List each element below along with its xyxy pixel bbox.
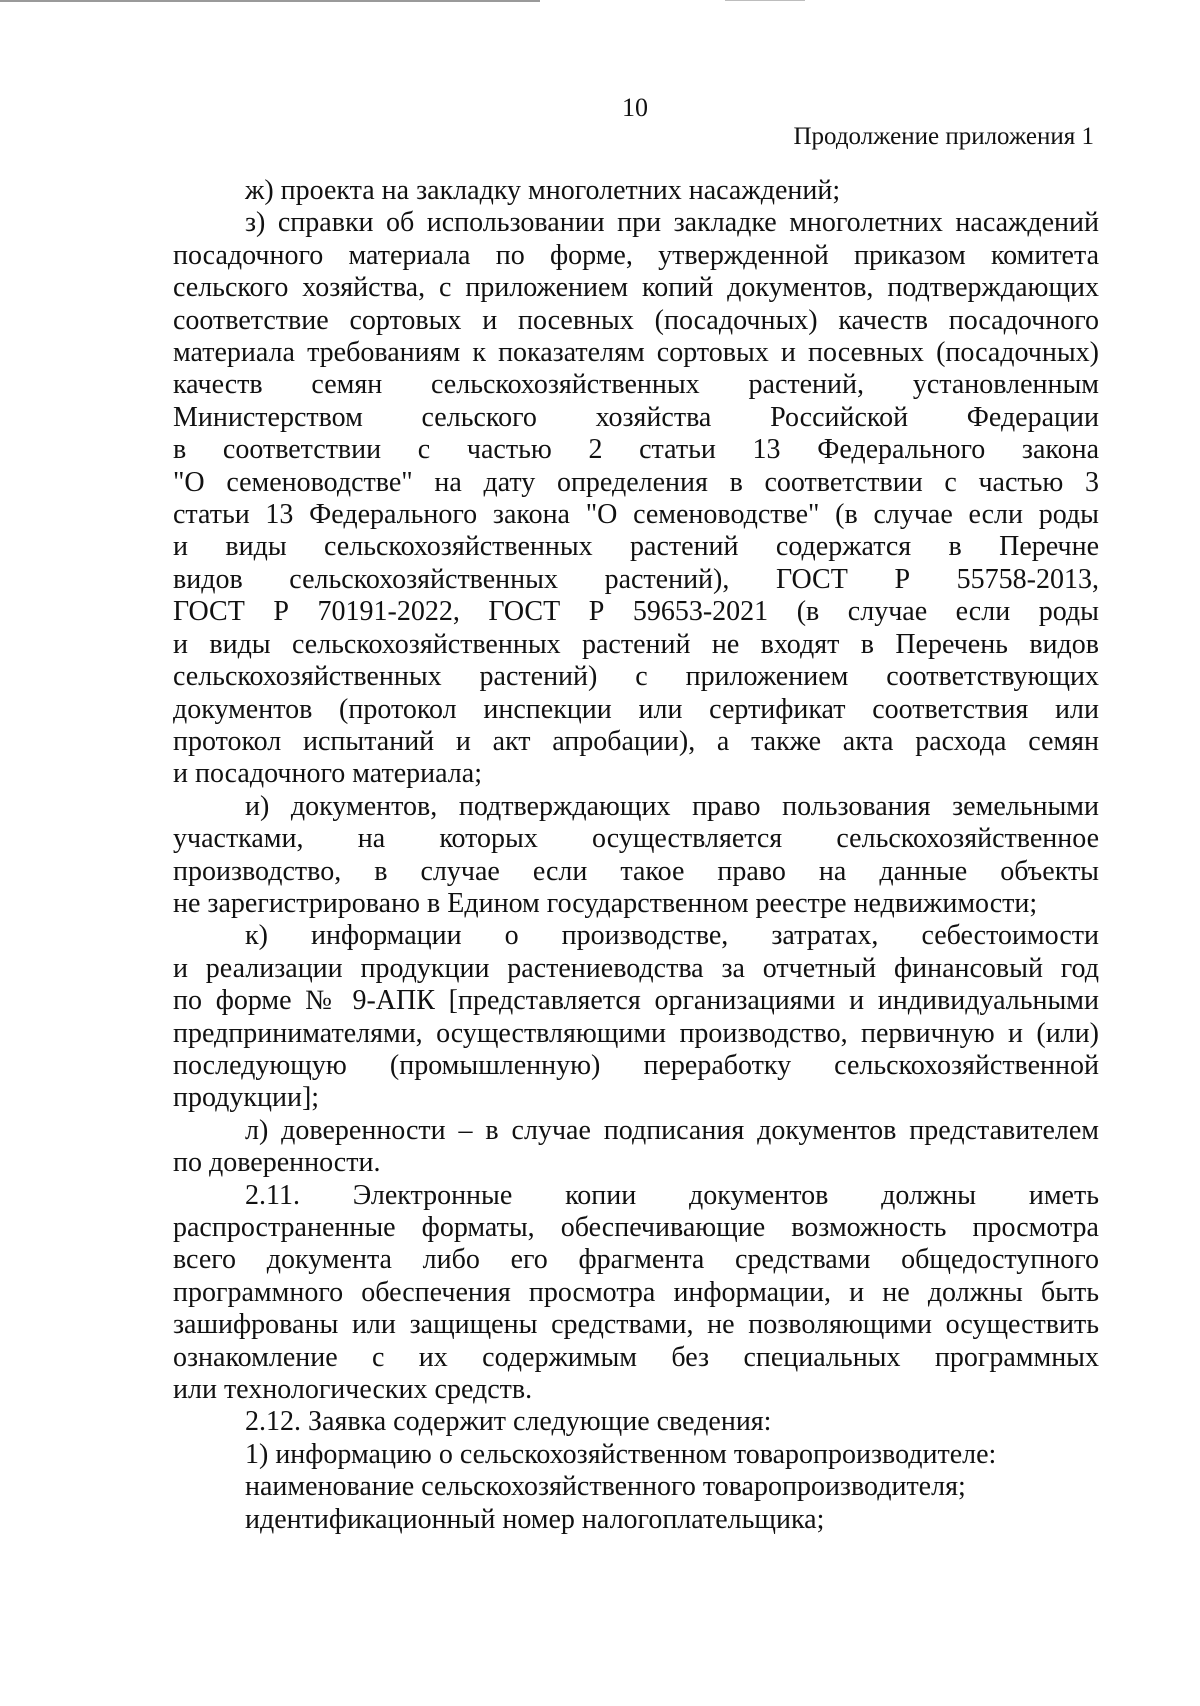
text-line: или технологических средств. [173, 1374, 533, 1406]
document-body [173, 175, 1099, 1536]
text-line: протокол испытаний и акт апробации), а также акта расхода семян [173, 725, 1099, 757]
text-line: з) справки об использовании при закладке многолетних насаждений [245, 207, 1099, 239]
text-line: производство, в случае если такое право на данные объекты [173, 855, 1099, 887]
text-line: 2.12. Заявка содержит следующие сведения: [245, 1406, 772, 1438]
scan-edge-line [0, 0, 540, 2]
text-line: 2.11. Электронные копии документов должны иметь [245, 1179, 1099, 1211]
text-line: статьи 13 Федерального закона "О семеноводстве" (в случае если роды [173, 499, 1099, 531]
text-line: программного обеспечения просмотра информации, и не должны быть [173, 1276, 1099, 1308]
text-line: по форме № 9-АПК [представляется организациями и индивидуальными [173, 985, 1099, 1017]
text-line: последующую (промышленную) переработку сельскохозяйственной [173, 1049, 1099, 1081]
text-line: и) документов, подтверждающих право пользования земельными [245, 790, 1099, 822]
text-line: сельскохозяйственных растений) с приложением соответствующих [173, 661, 1099, 693]
text-line: распространенные форматы, обеспечивающие возможность просмотра [173, 1212, 1099, 1243]
text-line: по доверенности. [173, 1147, 381, 1179]
text-line: соответствие сортовых и посевных (посадочных) качеств посадочного [173, 304, 1099, 336]
text-line: ознакомление с их содержимым без специальных программных [173, 1341, 1099, 1373]
text-line: материала требованиям к показателям сортовых и посевных (посадочных) [173, 337, 1099, 369]
text-line: и виды сельскохозяйственных растений не входят в Перечень видов [173, 628, 1099, 660]
text-line: ГОСТ Р 70191-2022, ГОСТ Р 59653-2021 (в случае если роды [173, 596, 1099, 628]
text-line: документов (протокол инспекции или сертификат соответствия или [173, 693, 1099, 725]
page-number: 10 [622, 93, 648, 122]
text-line: сельского хозяйства, с приложением копий документов, подтверждающих [173, 272, 1099, 304]
text-line: продукции]; [173, 1082, 320, 1114]
text-line: качеств семян сельскохозяйственных растений, установленным [173, 369, 1099, 401]
text-line: и посадочного материала; [173, 758, 482, 790]
text-line: и реализации продукции растениеводства за отчетный финансовый год [173, 952, 1099, 984]
text-line: посадочного материала по форме, утвержденной приказом комитета [173, 239, 1099, 271]
text-line: зашифрованы или защищены средствами, не позволяющими осуществить [173, 1309, 1099, 1341]
text-line: л) доверенности – в случае подписания документов представителем [245, 1114, 1099, 1146]
text-line: и виды сельскохозяйственных растений содержатся в Перечне [173, 531, 1099, 563]
running-head: Продолжение приложения 1 [793, 123, 1094, 150]
text-line: видов сельскохозяйственных растений), ГОСТ Р 55758-2013, [173, 563, 1099, 595]
text-line: участками, на которых осуществляется сельскохозяйственное [173, 823, 1099, 855]
text-line: не зарегистрировано в Едином государственном реестре недвижимости; [173, 887, 1038, 919]
text-line: ж) проекта на закладку многолетних насаждений; [245, 175, 841, 206]
scan-edge-mark [725, 0, 805, 1]
text-line: 1) информацию о сельскохозяйственном товаропроизводителе: [245, 1438, 997, 1470]
text-line: Министерством сельского хозяйства Российской Федерации [173, 401, 1099, 433]
text-line: наименование сельскохозяйственного товаропроизводителя; [245, 1471, 966, 1503]
text-line: в соответствии с частью 2 статьи 13 Федерального закона [173, 434, 1099, 466]
text-line: к) информации о производстве, затратах, себестоимости [245, 920, 1099, 952]
text-line: "О семеноводстве" на дату определения в соответствии с частью 3 [173, 466, 1099, 498]
text-line: всего документа либо его фрагмента средствами общедоступного [173, 1244, 1099, 1276]
text-line: предпринимателями, осуществляющими производство, первичную и (или) [173, 1017, 1099, 1049]
text-line: идентификационный номер налогоплательщика; [245, 1503, 825, 1535]
